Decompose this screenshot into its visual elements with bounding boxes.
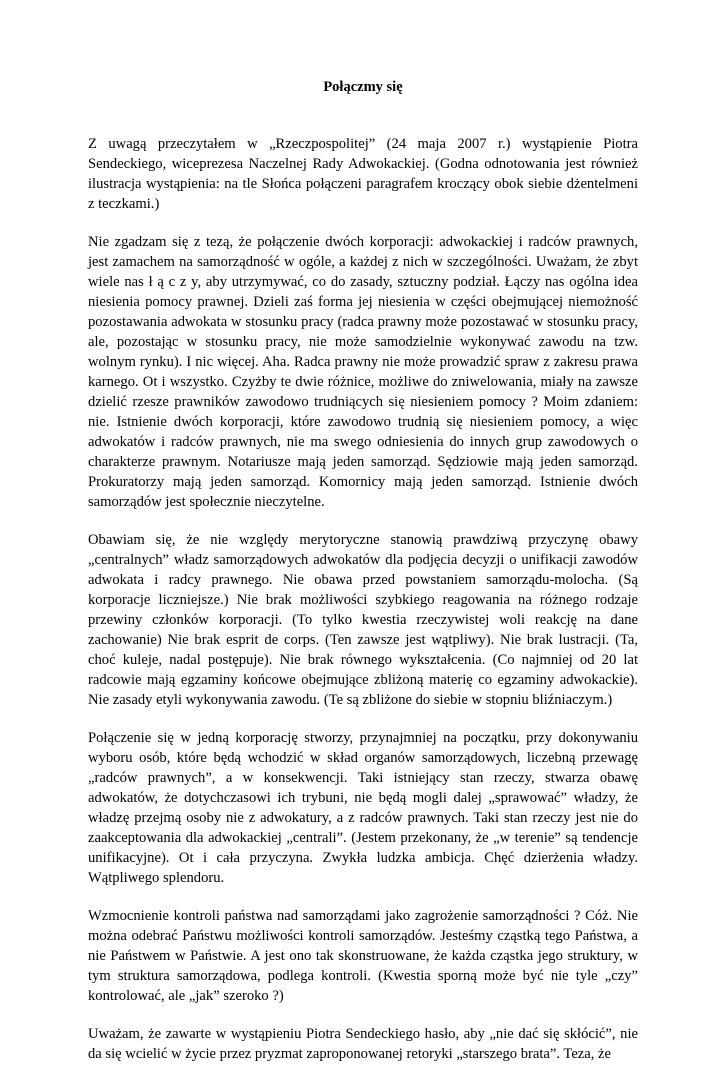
paragraph-3: Obawiam się, że nie względy merytoryczne stanowią prawdziwą przyczynę obawy „centralnych” władz samorządowych adwokatów dla podjęcia decyzji o unifikacji zawodów adwokata i radcy prawnego. Nie obawa przed powstaniem samorządu-molocha. (Są korporacje liczniejsze.) Nie brak możliwości szybkiego reagowania na różnego rodzaje przewiny członków korporacji. (To tylko kwestia rzeczywistej woli reakcję na dane zachowanie) Nie brak esprit de corps. (Ten zawsze jest wątpliwy). Nie brak lustracji. (Ta, choć kuleje, nadal postępuje). Nie brak równego wykształcenia. (Co najmniej od 20 lat radcowie mają egzaminy końcowe obejmujące zbliżoną materię co egzaminy adwokackie). Nie zasady etyli wykonywania zawodu. (Te są zbliżone do siebie w stopniu bliźniaczym.) [88,532,638,708]
document-page [88,78,638,1082]
document-title: Połączmy się [323,79,403,95]
paragraph-5: Wzmocnienie kontroli państwa nad samorządami jako zagrożenie samorządności ? Cóż. Nie można odebrać Państwu możliwości kontroli samorządów. Jesteśmy cząstką tego Państwa, a nie Państwem w Państwie. A jest ono tak skonstruowane, że każda cząstka jego struktury, w tym struktura samorządowa, podlega kontroli. (Kwestia sporną może być nie tyle „czy” kontrolować, ale „jak” szeroko ?) [88,908,638,1004]
paragraph-1: Z uwagą przeczytałem w „Rzeczpospolitej” (24 maja 2007 r.) wystąpienie Piotra Sendeckiego, wiceprezesa Naczelnej Rady Adwokackiej. (Godna odnotowania jest również ilustracja wystąpienia: na tle Słońca połączeni paragrafem kroczący obok siebie dżentelmeni z teczkami.) [88,136,638,212]
paragraph-6: Uważam, że zawarte w wystąpieniu Piotra Sendeckiego hasło, aby „nie dać się skłócić”, nie da się wcielić w życie przez pryzmat zaproponowanej retoryki „starszego brata”. Teza, że [88,1026,638,1062]
paragraph-2: Nie zgadzam się z tezą, że połączenie dwóch korporacji: adwokackiej i radców prawnych, jest zamachem na samorządność w ogóle, a każdej z nich w szczególności. Uważam, że zbyt wiele nas ł ą c z y, aby utrzymywać, co do zasady, sztuczny podział. Łączy nas ogólna idea niesienia pomocy prawnej. Dzieli zaś forma jej niesienia w części obejmującej niemożność pozostawania adwokata w stosunku pracy (radca prawny może pozostawać w stosunku pracy, ale, pozostając w stosunku pracy, nie może samodzielnie wykonywać zawodu na tzw. wolnym rynku). I nic więcej. Aha. Radca prawny nie może prowadzić spraw z zakresu prawa karnego. Ot i wszystko. Czyżby te dwie różnice, możliwe do zniwelowania, miały na zawsze dzielić rzesze prawników zawodowo trudniących się niesieniem pomocy ? Moim zdaniem: nie. Istnienie dwóch korporacji, które zawodowo trudnią się niesieniem pomocy, a więc adwokatów i radców prawnych, nie ma swego odniesienia do innych grup zawodowych o charakterze prawnym. Notariusze mają jeden samorząd. Sędziowie mają jeden samorząd. Prokuratorzy mają jeden samorząd. Komornicy mają jeden samorząd. Istnienie dwóch samorządów jest społecznie nieczytelne. [88,234,638,510]
paragraph-4: Połączenie się w jedną korporację stworzy, przynajmniej na początku, przy dokonywaniu wyboru osób, które będą wchodzić w skład organów samorządowych, liczebną przewagę „radców prawnych”, a w konsekwencji. Taki istniejący stan rzeczy, stwarza obawę adwokatów, że dotychczasowi ich trybuni, nie będą mogli dalej „sprawować” władzy, że władzę przejmą osoby nie z adwokatury, a z radców prawnych. Taki stan rzeczy jest nie do zaakceptowania dla adwokackiej „centrali”. (Jestem przekonany, że „w terenie” są tendencje unifikacyjne). Ot i cała przyczyna. Zwykła ludzka ambicja. Chęć dzierżenia władzy. Wątpliwego splendoru. [88,730,638,886]
